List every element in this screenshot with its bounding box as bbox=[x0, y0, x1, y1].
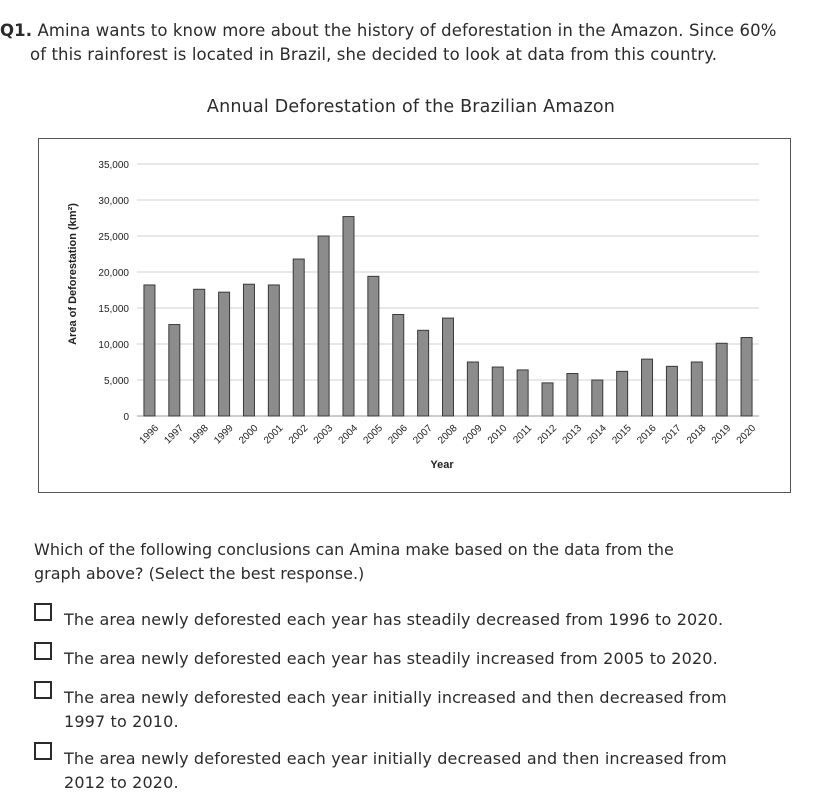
y-tick-label: 10,000 bbox=[98, 340, 129, 351]
answer-option-1[interactable] bbox=[34, 602, 804, 632]
bar-2007 bbox=[418, 330, 429, 416]
bar-2016 bbox=[642, 359, 653, 416]
bar-2020 bbox=[741, 338, 752, 416]
y-tick-label: 20,000 bbox=[98, 268, 129, 279]
bar-1997 bbox=[169, 325, 180, 416]
checkbox-option-2[interactable] bbox=[34, 642, 52, 660]
y-tick-label: 30,000 bbox=[98, 196, 129, 207]
x-tick-label: 2004 bbox=[336, 422, 361, 447]
x-tick-label: 2005 bbox=[361, 422, 386, 447]
x-tick-label: 2012 bbox=[535, 422, 560, 447]
y-tick-labels bbox=[98, 160, 129, 423]
bar-2008 bbox=[443, 318, 454, 416]
question-line-1 bbox=[0, 19, 815, 43]
question-text bbox=[0, 19, 815, 67]
chart-frame bbox=[38, 138, 791, 493]
x-tick-label: 2002 bbox=[286, 422, 311, 447]
option-3-line-1: The area newly deforested each year initially increased and then decreased from bbox=[64, 688, 727, 707]
x-tick-label: 2020 bbox=[734, 422, 759, 447]
bar-1996 bbox=[144, 285, 155, 416]
bar-2009 bbox=[467, 362, 478, 416]
x-tick-label: 1999 bbox=[212, 422, 236, 447]
bar-2018 bbox=[691, 362, 702, 416]
bar-2003 bbox=[318, 236, 329, 416]
bar-2001 bbox=[268, 285, 279, 416]
bar-2012 bbox=[542, 383, 553, 416]
x-tick-label: 2000 bbox=[237, 422, 261, 447]
x-tick-label: 2019 bbox=[709, 422, 734, 447]
x-tick-label: 2003 bbox=[311, 422, 336, 447]
answer-option-2[interactable] bbox=[34, 641, 804, 671]
bar-2005 bbox=[368, 276, 379, 416]
bar-2004 bbox=[343, 217, 354, 416]
bar-1998 bbox=[194, 289, 205, 416]
x-tick-labels bbox=[138, 423, 759, 447]
option-1-line-1: The area newly deforested each year has steadily decreased from 1996 to 2020. bbox=[64, 610, 724, 629]
option-2-line-1: The area newly deforested each year has steadily increased from 2005 to 2020. bbox=[64, 649, 718, 668]
x-tick-label: 2009 bbox=[461, 422, 485, 447]
bar-2010 bbox=[492, 367, 503, 416]
x-tick-label: 1997 bbox=[162, 422, 186, 447]
x-tick-label: 2010 bbox=[485, 422, 510, 447]
y-axis-label: Area of Deforestation (km²) bbox=[67, 203, 79, 345]
prompt-line-1: Which of the following conclusions can Amina make based on the data from the bbox=[34, 540, 674, 559]
y-tick-label: 15,000 bbox=[98, 304, 129, 315]
checkbox-option-4[interactable] bbox=[34, 742, 52, 760]
x-tick-label: 2008 bbox=[436, 422, 460, 447]
x-tick-label: 2018 bbox=[684, 422, 709, 447]
x-tick-label: 2011 bbox=[511, 422, 535, 446]
y-tick-label: 25,000 bbox=[98, 232, 129, 243]
x-axis-label: Year bbox=[430, 459, 454, 471]
question-number: Q1. bbox=[0, 21, 33, 40]
option-2-text bbox=[64, 647, 718, 671]
x-tick-label: 2014 bbox=[585, 422, 609, 447]
x-tick-label: 1998 bbox=[187, 422, 211, 447]
chart-title: Annual Deforestation of the Brazilian Amazon bbox=[206, 97, 616, 117]
bar-1999 bbox=[219, 292, 230, 416]
bar-2015 bbox=[617, 371, 628, 416]
answer-option-3[interactable] bbox=[34, 680, 804, 734]
bar-2002 bbox=[293, 259, 304, 416]
option-3-text bbox=[64, 686, 727, 734]
option-4-line-2: 2012 to 2020. bbox=[64, 773, 179, 792]
bar-2014 bbox=[592, 380, 603, 416]
answer-option-4[interactable] bbox=[34, 741, 804, 795]
checkbox-option-3[interactable] bbox=[34, 681, 52, 699]
x-tick-label: 2016 bbox=[635, 422, 659, 447]
x-tick-label: 2013 bbox=[560, 422, 585, 447]
x-tick-label: 2017 bbox=[660, 422, 684, 447]
prompt-text bbox=[34, 538, 794, 586]
y-tick-label: 0 bbox=[123, 412, 129, 423]
bar-2011 bbox=[517, 370, 528, 416]
x-tick-label: 2015 bbox=[610, 422, 634, 447]
bar-2019 bbox=[716, 343, 727, 416]
option-4-line-1: The area newly deforested each year initially decreased and then increased from bbox=[64, 749, 727, 768]
option-1-text bbox=[64, 608, 723, 632]
checkbox-option-1[interactable] bbox=[34, 603, 52, 621]
y-tick-label: 5,000 bbox=[103, 376, 129, 387]
option-3-line-2: 1997 to 2010. bbox=[64, 712, 179, 731]
y-tick-label: 35,000 bbox=[98, 160, 129, 171]
question-line-1-text: Amina wants to know more about the history of deforestation in the Amazon. Since 60% bbox=[37, 21, 777, 40]
bar-2006 bbox=[393, 314, 404, 416]
question-line-2: of this rainforest is located in Brazil, she decided to look at data from this country. bbox=[30, 45, 718, 64]
bars bbox=[144, 217, 752, 416]
x-tick-label: 2001 bbox=[261, 422, 286, 447]
bar-2013 bbox=[567, 374, 578, 416]
x-tick-label: 2006 bbox=[386, 422, 410, 447]
bar-chart bbox=[39, 139, 790, 492]
prompt-line-2: graph above? (Select the best response.) bbox=[34, 564, 365, 583]
x-tick-label: 2007 bbox=[411, 422, 435, 447]
bar-2017 bbox=[666, 366, 677, 416]
x-tick-label: 1996 bbox=[137, 422, 162, 447]
bar-2000 bbox=[243, 284, 254, 416]
option-4-text bbox=[64, 747, 727, 795]
